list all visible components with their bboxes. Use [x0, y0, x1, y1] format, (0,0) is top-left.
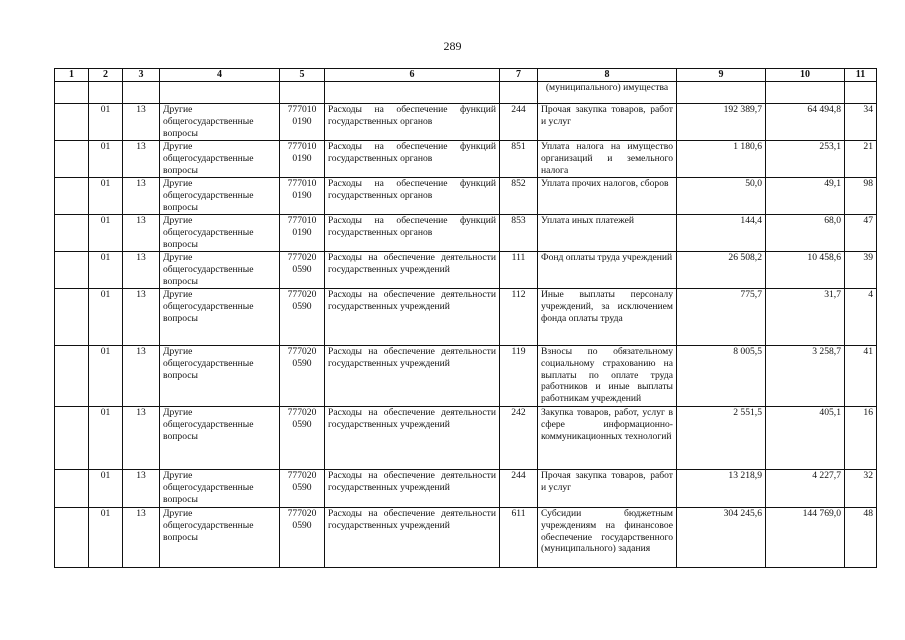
row-number-cell [55, 252, 89, 289]
subsection-cell: 13 [123, 252, 160, 289]
subsection-name-cell: Другие общегосударственные вопросы [160, 252, 280, 289]
plan-amount-cell: 8 005,5 [677, 346, 766, 407]
section-cell: 01 [89, 470, 123, 508]
target-code-cell: 777020 0590 [280, 252, 325, 289]
subsection-cell: 13 [123, 346, 160, 407]
target-name-cell: Расходы на обеспечение деятельности государственных учреждений [325, 470, 500, 508]
row-number-cell [55, 470, 89, 508]
expense-code-cell: 112 [500, 289, 538, 346]
column-header: 7 [500, 69, 538, 82]
plan-amount-cell: 50,0 [677, 178, 766, 215]
expense-type-cell: Уплата прочих налогов, сборов [538, 178, 677, 215]
subsection-name-cell: Другие общегосударственные вопросы [160, 470, 280, 508]
subsection-name-cell: Другие общегосударственные вопросы [160, 104, 280, 141]
actual-amount-cell: 68,0 [766, 215, 845, 252]
plan-amount-cell: 144,4 [677, 215, 766, 252]
target-name-cell: Расходы на обеспечение функций государственных органов [325, 215, 500, 252]
table-row [55, 104, 877, 141]
section-cell: 01 [89, 252, 123, 289]
plan-amount-cell: 1 180,6 [677, 141, 766, 178]
column-header: 1 [55, 69, 89, 82]
row-number-cell [55, 508, 89, 568]
plan-amount-cell: 775,7 [677, 289, 766, 346]
expense-code-cell: 852 [500, 178, 538, 215]
actual-amount-cell: 405,1 [766, 407, 845, 470]
expense-code-cell: 119 [500, 346, 538, 407]
percent-cell: 48 [845, 508, 877, 568]
subsection-cell: 13 [123, 470, 160, 508]
target-name-cell: Расходы на обеспечение деятельности государственных учреждений [325, 252, 500, 289]
target-name-cell: Расходы на обеспечение функций государственных органов [325, 141, 500, 178]
target-code-cell: 777010 0190 [280, 215, 325, 252]
percent-cell: 41 [845, 346, 877, 407]
target-name-cell: Расходы на обеспечение деятельности государственных учреждений [325, 508, 500, 568]
expense-type-cell: Взносы по обязательному социальному страхованию на выплаты по оплате труда работников и иные выплаты работникам учреждений [538, 346, 677, 407]
section-cell: 01 [89, 289, 123, 346]
column-header: 11 [845, 69, 877, 82]
section-cell: 01 [89, 508, 123, 568]
expense-type-cell: Уплата иных платежей [538, 215, 677, 252]
expense-type-cell: Иные выплаты персоналу учреждений, за исключением фонда оплаты труда [538, 289, 677, 346]
target-code-cell: 777020 0590 [280, 508, 325, 568]
plan-amount-cell: 13 218,9 [677, 470, 766, 508]
actual-amount-cell: 3 258,7 [766, 346, 845, 407]
actual-amount-cell: 144 769,0 [766, 508, 845, 568]
expense-code-cell: 111 [500, 252, 538, 289]
target-code-cell: 777010 0190 [280, 178, 325, 215]
target-code-cell: 777020 0590 [280, 407, 325, 470]
subsection-name-cell: Другие общегосударственные вопросы [160, 346, 280, 407]
target-code-cell: 777020 0590 [280, 346, 325, 407]
column-header: 10 [766, 69, 845, 82]
subsection-name-cell: Другие общегосударственные вопросы [160, 215, 280, 252]
row-number-cell [55, 178, 89, 215]
percent-cell: 4 [845, 289, 877, 346]
column-header: 6 [325, 69, 500, 82]
target-code-cell: 777010 0190 [280, 104, 325, 141]
subsection-cell: 13 [123, 141, 160, 178]
continuation-row [55, 82, 877, 104]
expense-type-cell: Уплата налога на имущество организаций и земельного налога [538, 141, 677, 178]
percent-cell: 16 [845, 407, 877, 470]
subsection-cell: 13 [123, 104, 160, 141]
table-row [55, 289, 877, 346]
plan-amount-cell: 192 389,7 [677, 104, 766, 141]
expense-type-cell: Прочая закупка товаров, работ и услуг [538, 470, 677, 508]
target-code-cell: 777010 0190 [280, 141, 325, 178]
expense-type-cell: Прочая закупка товаров, работ и услуг [538, 104, 677, 141]
subsection-name-cell: Другие общегосударственные вопросы [160, 289, 280, 346]
table-row [55, 470, 877, 508]
column-header: 3 [123, 69, 160, 82]
subsection-cell: 13 [123, 215, 160, 252]
target-name-cell: Расходы на обеспечение деятельности государственных учреждений [325, 346, 500, 407]
percent-cell: 98 [845, 178, 877, 215]
section-cell: 01 [89, 104, 123, 141]
expense-type-cell: Фонд оплаты труда учреждений [538, 252, 677, 289]
subsection-cell: 13 [123, 508, 160, 568]
column-header: 2 [89, 69, 123, 82]
target-code-cell: 777020 0590 [280, 470, 325, 508]
subsection-cell: 13 [123, 178, 160, 215]
actual-amount-cell: 4 227,7 [766, 470, 845, 508]
row-number-cell [55, 104, 89, 141]
header-row [55, 69, 877, 82]
plan-amount-cell: 26 508,2 [677, 252, 766, 289]
actual-amount-cell: 31,7 [766, 289, 845, 346]
row-number-cell [55, 346, 89, 407]
actual-amount-cell: 64 494,8 [766, 104, 845, 141]
table-row [55, 508, 877, 568]
target-name-cell: Расходы на обеспечение функций государственных органов [325, 104, 500, 141]
section-cell: 01 [89, 346, 123, 407]
target-name-cell: Расходы на обеспечение функций государственных органов [325, 178, 500, 215]
row-number-cell [55, 141, 89, 178]
percent-cell: 47 [845, 215, 877, 252]
target-name-cell: Расходы на обеспечение деятельности государственных учреждений [325, 289, 500, 346]
target-name-cell: Расходы на обеспечение деятельности государственных учреждений [325, 407, 500, 470]
expense-code-cell: 242 [500, 407, 538, 470]
table-row [55, 252, 877, 289]
section-cell: 01 [89, 178, 123, 215]
subsection-name-cell: Другие общегосударственные вопросы [160, 407, 280, 470]
percent-cell: 39 [845, 252, 877, 289]
plan-amount-cell: 304 245,6 [677, 508, 766, 568]
table-row [55, 215, 877, 252]
table-row [55, 141, 877, 178]
target-code-cell: 777020 0590 [280, 289, 325, 346]
budget-table [54, 68, 877, 568]
column-header: 9 [677, 69, 766, 82]
actual-amount-cell: 10 458,6 [766, 252, 845, 289]
subsection-name-cell: Другие общегосударственные вопросы [160, 508, 280, 568]
percent-cell: 34 [845, 104, 877, 141]
actual-amount-cell: 49,1 [766, 178, 845, 215]
subsection-cell: 13 [123, 407, 160, 470]
subsection-name-cell: Другие общегосударственные вопросы [160, 141, 280, 178]
percent-cell: 21 [845, 141, 877, 178]
expense-code-cell: 244 [500, 470, 538, 508]
section-cell: 01 [89, 215, 123, 252]
column-header: 5 [280, 69, 325, 82]
row-number-cell [55, 289, 89, 346]
page-number: 289 [443, 39, 462, 53]
subsection-name-cell: Другие общегосударственные вопросы [160, 178, 280, 215]
expense-type-cell: Субсидии бюджетным учреждениям на финансовое обеспечение государственного (муниципального) задания [538, 508, 677, 568]
section-cell: 01 [89, 407, 123, 470]
expense-type-cell: Закупка товаров, работ, услуг в сфере информационно-коммуникационных технологий [538, 407, 677, 470]
expense-code-cell: 853 [500, 215, 538, 252]
expense-code-cell: 611 [500, 508, 538, 568]
table-row [55, 407, 877, 470]
row-number-cell [55, 407, 89, 470]
subsection-cell: 13 [123, 289, 160, 346]
table-row [55, 178, 877, 215]
expense-code-cell: 851 [500, 141, 538, 178]
plan-amount-cell: 2 551,5 [677, 407, 766, 470]
actual-amount-cell: 253,1 [766, 141, 845, 178]
column-header: 4 [160, 69, 280, 82]
section-cell: 01 [89, 141, 123, 178]
expense-type-cell: (муниципального) имущества [538, 82, 677, 104]
expense-code-cell: 244 [500, 104, 538, 141]
table-row [55, 346, 877, 407]
column-header: 8 [538, 69, 677, 82]
row-number-cell [55, 215, 89, 252]
percent-cell: 32 [845, 470, 877, 508]
